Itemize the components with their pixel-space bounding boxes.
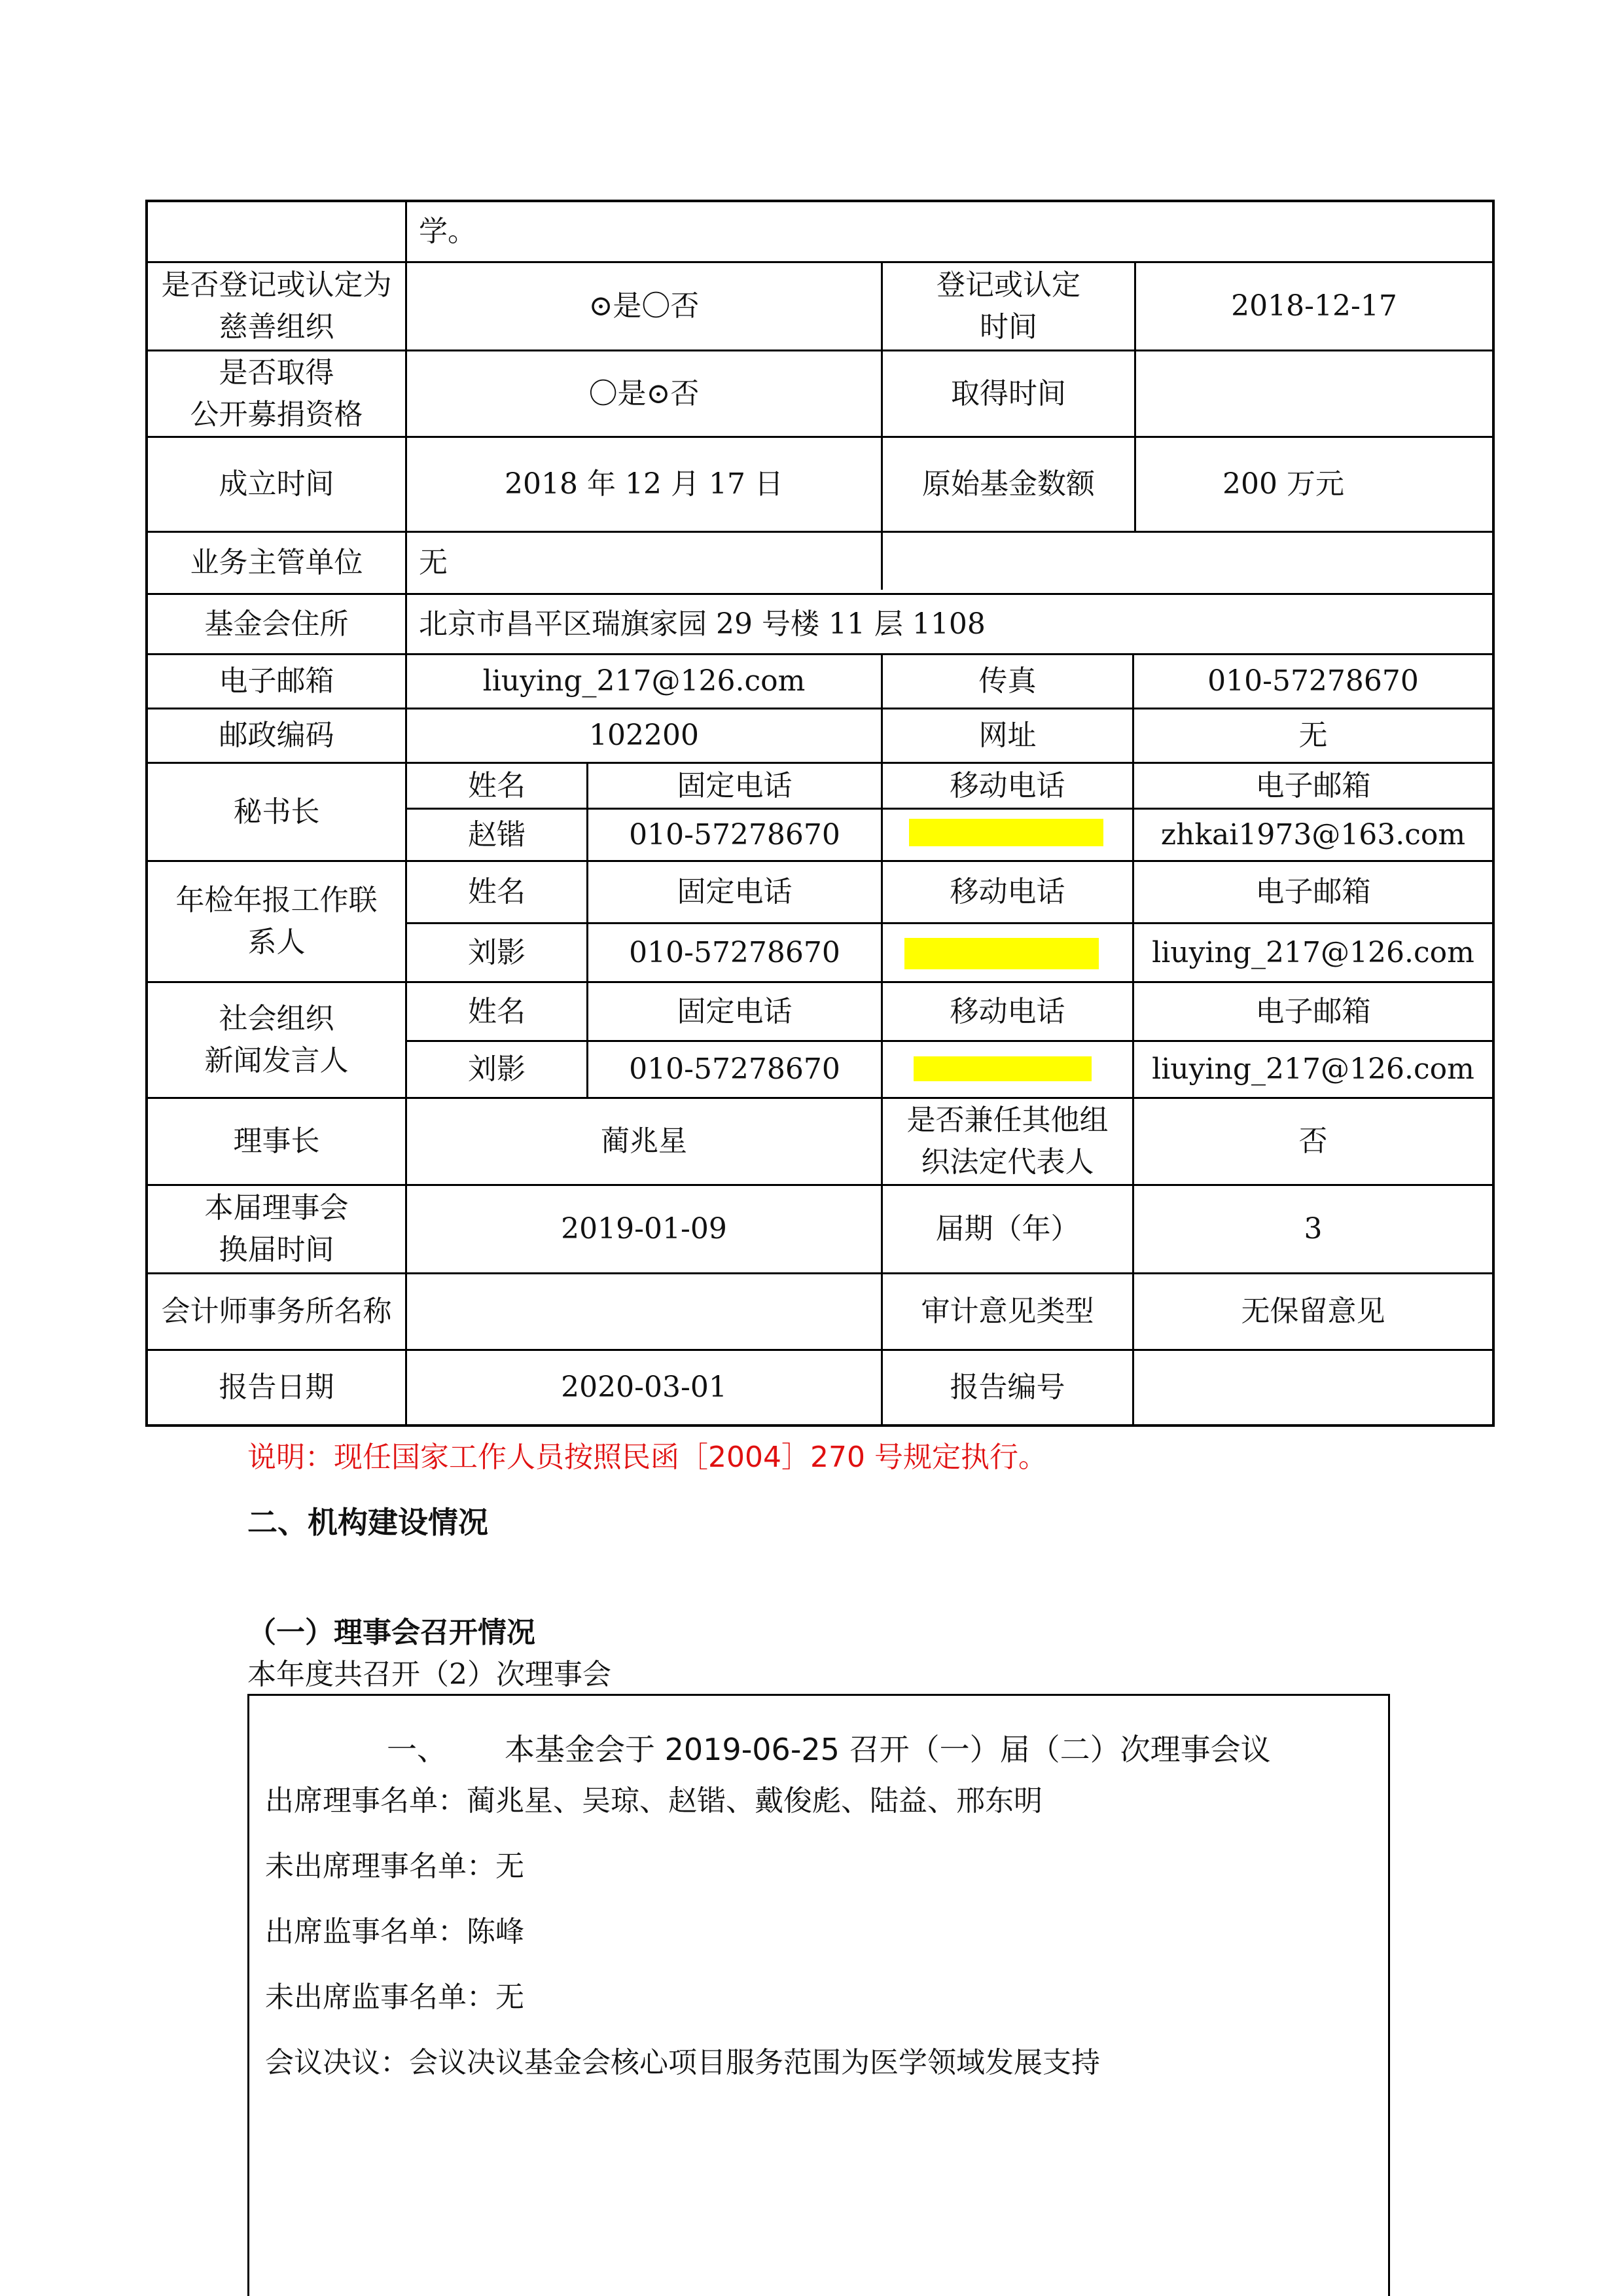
table-cell: 010-57278670 <box>629 817 840 852</box>
table-cell: 固定电话 <box>677 875 793 908</box>
table-cell: 200 万元 <box>1222 467 1344 501</box>
table-cell: 取得时间 <box>951 376 1066 410</box>
table-cell: 刘影 <box>468 1052 526 1086</box>
table-cell: 北京市昌平区瑞旗家园 29 号楼 11 层 1108 <box>419 607 986 641</box>
table-cell: 姓名 <box>468 994 526 1028</box>
table-cell: 赵锴 <box>468 817 526 852</box>
table-cell: 固定电话 <box>677 768 793 802</box>
table-cell: 是否取得 公开募捐资格 <box>190 355 363 431</box>
table-cell: 移动电话 <box>950 875 1065 908</box>
table-cell: 原始基金数额 <box>922 467 1095 501</box>
table-cell: 无保留意见 <box>1241 1295 1385 1328</box>
meeting-title-text: 本基金会于 2019-06-25 召开（一）届（二）次理事会议 <box>505 1732 1271 1767</box>
table-cell: liuying_217@126.com <box>482 664 806 698</box>
table-cell: 社会组织 新闻发言人 <box>204 1002 349 1077</box>
table-cell: 年检年报工作联 系人 <box>175 884 378 959</box>
table-cell: 登记或认定 时间 <box>936 268 1080 344</box>
table-cell: zhkai1973@163.com <box>1160 817 1466 852</box>
table-cell: 姓名 <box>468 875 526 908</box>
section-heading: 二、机构建设情况 <box>247 1505 488 1540</box>
table-cell: 2020-03-01 <box>561 1371 727 1404</box>
table-cell: 传真 <box>978 664 1037 698</box>
absent-supervisors: 未出席监事名单：无 <box>265 1981 524 2014</box>
table-cell: 电子邮箱 <box>1255 768 1371 802</box>
meeting-box <box>247 1694 1390 2296</box>
table-cell: 业务主管单位 <box>190 546 363 579</box>
table-cell: 姓名 <box>468 768 526 802</box>
table-cell: liuying_217@126.com <box>1152 1052 1474 1086</box>
table-cell: 电子邮箱 <box>1255 994 1371 1028</box>
table-cell: 010-57278670 <box>629 935 840 969</box>
table-cell: 成立时间 <box>219 467 334 501</box>
table-cell: 2019-01-09 <box>561 1212 727 1246</box>
table-cell <box>1136 351 1492 436</box>
redaction-mark <box>914 1056 1092 1081</box>
table-cell: 蔺兆星 <box>601 1124 687 1158</box>
subsection-heading: （一）理事会召开情况 <box>247 1616 535 1649</box>
table-cell: 移动电话 <box>950 994 1065 1028</box>
meeting-number: 一、 <box>387 1732 447 1767</box>
table-cell <box>1134 1351 1492 1424</box>
meeting-count: 本年度共召开（2）次理事会 <box>247 1658 611 1691</box>
attended-supervisors: 出席监事名单：陈峰 <box>265 1915 524 1948</box>
table-cell <box>407 1274 881 1349</box>
table-cell: 网址 <box>978 719 1037 752</box>
table-cell: 审计意见类型 <box>921 1295 1094 1328</box>
table-cell: 2018 年 12 月 17 日 <box>505 467 783 501</box>
table-cell: 邮政编码 <box>219 719 334 752</box>
table-cell: 秘书长 <box>233 795 320 829</box>
table-cell: 无 <box>419 546 448 579</box>
table-cell: liuying_217@126.com <box>1152 935 1474 969</box>
table-cell: 基金会住所 <box>204 607 349 641</box>
table-cell: 010-57278670 <box>629 1052 840 1086</box>
table-cell: 102200 <box>589 719 699 752</box>
table-cell: 电子邮箱 <box>219 664 334 698</box>
table-cell: 是否登记或认定为 慈善组织 <box>161 268 392 344</box>
fundraising-radio: 〇是⊙否 <box>588 376 700 410</box>
table-cell: 2018-12-17 <box>1231 289 1397 323</box>
table-cell: 固定电话 <box>677 994 793 1028</box>
table-cell: 本届理事会 换届时间 <box>204 1191 349 1266</box>
meeting-resolution: 会议决议：会议决议基金会核心项目服务范围为医学领域发展支持 <box>265 2046 1100 2079</box>
info-table <box>145 200 1495 1427</box>
table-cell: 会计师事务所名称 <box>161 1295 392 1328</box>
table-cell: 报告日期 <box>219 1371 334 1404</box>
table-cell: 报告编号 <box>950 1371 1065 1404</box>
charity-radio: ⊙是〇否 <box>588 289 700 323</box>
table-cell: 理事长 <box>233 1124 320 1158</box>
table-cell: 无 <box>1298 719 1328 752</box>
table-cell: 电子邮箱 <box>1255 875 1371 908</box>
table-cell: 刘影 <box>468 935 526 969</box>
redaction-mark <box>909 819 1103 846</box>
table-cell: 移动电话 <box>950 768 1065 802</box>
absent-directors: 未出席理事名单：无 <box>265 1850 524 1883</box>
attended-directors: 出席理事名单：蔺兆星、吴琼、赵锴、戴俊彪、陆益、邢东明 <box>265 1784 1043 1818</box>
table-cell: 是否兼任其他组 织法定代表人 <box>906 1103 1109 1179</box>
redaction-mark <box>904 938 1099 969</box>
regulation-note: 说明：现任国家工作人员按照民函［2004］270 号规定执行。 <box>247 1441 1047 1474</box>
table-cell: 010-57278670 <box>1207 664 1419 698</box>
table-cell: 3 <box>1304 1212 1323 1246</box>
table-cell: 否 <box>1298 1124 1328 1158</box>
table-cell: 届期（年） <box>935 1212 1080 1246</box>
table-cell: 学。 <box>419 215 476 248</box>
